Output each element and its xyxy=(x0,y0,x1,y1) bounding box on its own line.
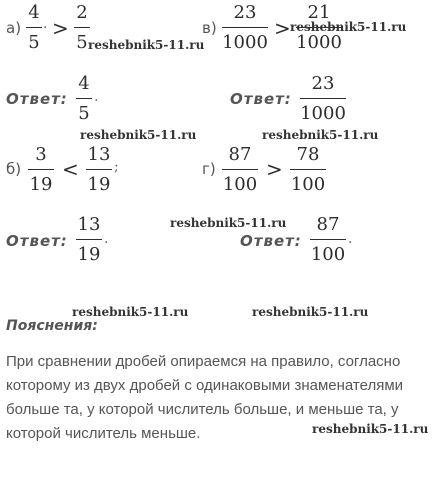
fraction-numerator: 2 xyxy=(76,2,88,23)
watermark: reshebnik5-11.ru xyxy=(72,305,189,319)
item-b-answer-fraction xyxy=(76,216,102,264)
fraction-bar xyxy=(76,98,92,99)
item-g-left-fraction xyxy=(222,146,258,194)
fraction-denominator: 19 xyxy=(77,244,101,265)
fraction-bar xyxy=(290,169,326,170)
fraction-denominator: 100 xyxy=(310,244,346,265)
item-g-right-fraction xyxy=(290,146,326,194)
item-b-dot: ; xyxy=(114,159,119,175)
fraction-denominator: 100 xyxy=(290,174,326,195)
fraction-numerator: 4 xyxy=(28,2,40,23)
fraction-denominator: 5 xyxy=(28,32,40,53)
fraction-denominator: 1000 xyxy=(222,32,268,53)
fraction-bar xyxy=(76,239,102,240)
watermark: reshebnik5-11.ru xyxy=(312,422,429,436)
item-g-label: г) xyxy=(202,160,216,178)
watermark: reshebnik5-11.ru xyxy=(80,128,197,142)
fraction-numerator: 21 xyxy=(307,2,331,23)
item-v-left-fraction xyxy=(222,4,268,52)
item-v-answer-fraction xyxy=(300,75,346,123)
fraction-numerator: 78 xyxy=(296,144,320,165)
answer-dot: . xyxy=(94,89,99,105)
fraction-denominator: 5 xyxy=(76,32,88,53)
answer-label: Ответ: xyxy=(6,90,68,108)
item-a-left-fraction xyxy=(26,4,42,52)
answer-dot: . xyxy=(104,231,109,247)
fraction-denominator: 100 xyxy=(222,174,258,195)
fraction-numerator: 4 xyxy=(78,73,90,94)
fraction-numerator: 13 xyxy=(77,214,101,235)
fraction-denominator: 5 xyxy=(78,103,90,124)
answer-label: Ответ: xyxy=(230,90,292,108)
item-a-dot: . xyxy=(43,16,48,32)
fraction-denominator: 19 xyxy=(29,174,53,195)
fraction-numerator: 3 xyxy=(35,144,47,165)
item-b-label: б) xyxy=(6,160,22,178)
fraction-numerator: 87 xyxy=(316,214,340,235)
fraction-bar xyxy=(222,169,258,170)
fraction-bar xyxy=(28,169,54,170)
watermark: reshebnik5-11.ru xyxy=(262,128,379,142)
watermark: reshebnik5-11.ru xyxy=(252,305,369,319)
item-a-label: а) xyxy=(6,19,22,37)
watermark: reshebnik5-11.ru xyxy=(170,216,287,230)
item-b-right-fraction xyxy=(86,146,112,194)
explanation-heading: Пояснения: xyxy=(6,318,98,334)
item-a-operator: > xyxy=(52,16,69,40)
item-g-answer-fraction xyxy=(310,216,346,264)
fraction-numerator: 13 xyxy=(87,144,111,165)
fraction-denominator: 1000 xyxy=(296,32,342,53)
fraction-bar xyxy=(300,98,346,99)
fraction-bar xyxy=(86,169,112,170)
item-b-left-fraction xyxy=(28,146,54,194)
fraction-denominator: 1000 xyxy=(300,103,346,124)
fraction-denominator: 19 xyxy=(87,174,111,195)
item-g-operator: > xyxy=(266,157,283,181)
item-b-operator: < xyxy=(62,157,79,181)
answer-label: Ответ: xyxy=(240,232,302,250)
fraction-bar xyxy=(74,27,90,28)
fraction-numerator: 23 xyxy=(233,2,257,23)
answer-label: Ответ: xyxy=(6,232,68,250)
fraction-bar xyxy=(26,27,42,28)
fraction-numerator: 87 xyxy=(228,144,252,165)
answer-dot: . xyxy=(348,231,353,247)
item-a-answer-fraction xyxy=(76,75,92,123)
fraction-bar xyxy=(310,239,346,240)
fraction-bar xyxy=(222,27,268,28)
explanation-text: При сравнении дробей опираемся на правило, согласно которому из двух дробей с одинаковыми знаменателями больше та, у которой числитель больше, и меньше та, у которой числитель меньше. xyxy=(6,353,404,442)
item-v-operator: > xyxy=(274,16,291,40)
watermark: reshebnik5-11.ru xyxy=(290,20,407,34)
item-v-label: в) xyxy=(202,19,217,37)
fraction-numerator: 23 xyxy=(311,73,335,94)
watermark: reshebnik5-11.ru xyxy=(88,38,205,52)
